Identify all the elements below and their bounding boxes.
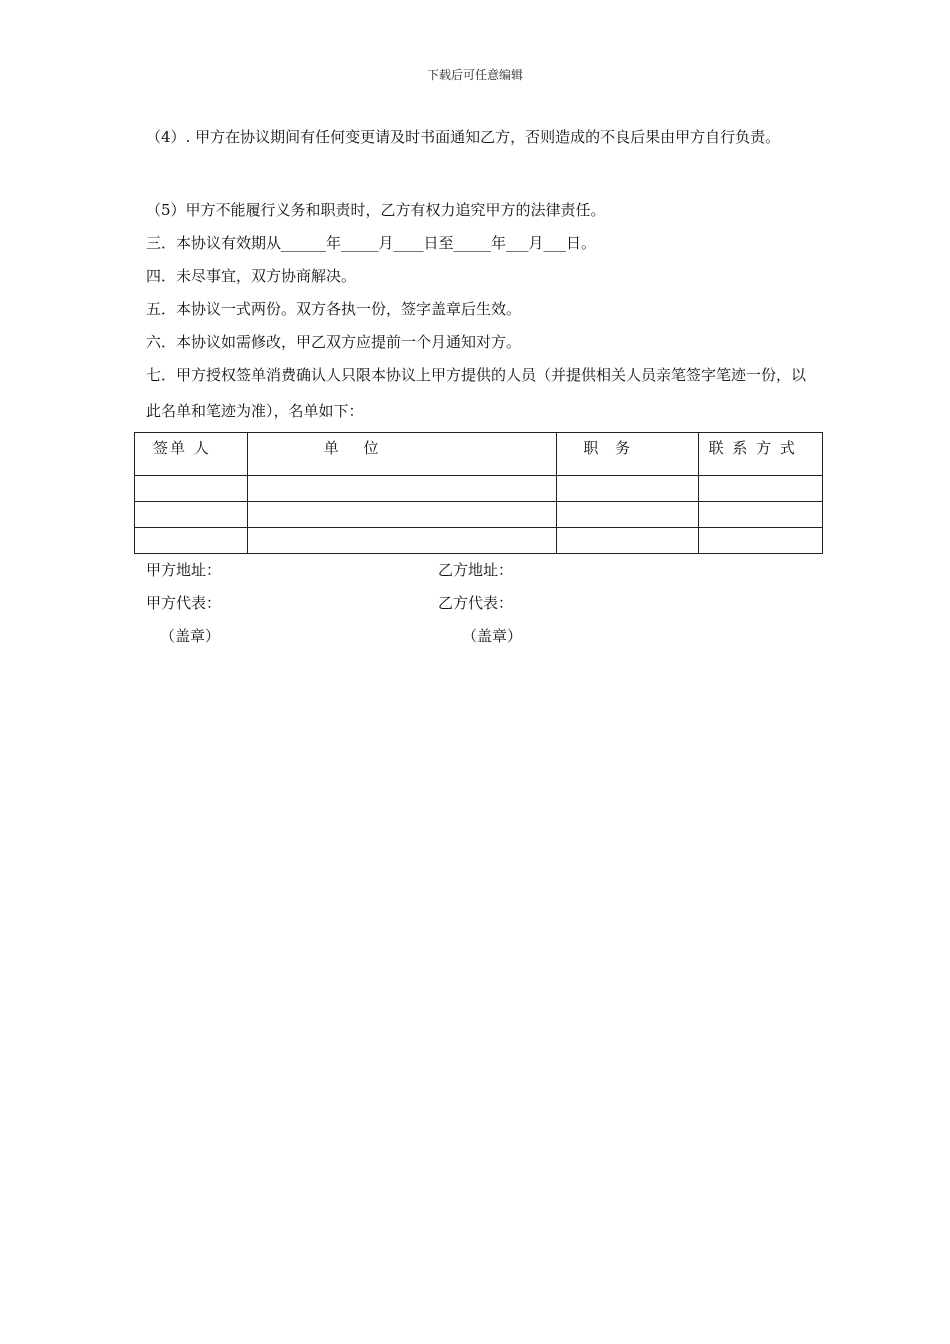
table-cell[interactable] bbox=[135, 528, 248, 554]
party-b-seal-label: （盖章） bbox=[462, 627, 523, 645]
party-a-address-label: 甲方地址： bbox=[146, 561, 222, 579]
section-5: 五．本协议一式两份。双方各执一份，签字盖章后生效。 bbox=[146, 300, 522, 318]
table-cell[interactable] bbox=[135, 476, 248, 502]
table-row bbox=[135, 476, 823, 502]
table-cell[interactable] bbox=[135, 502, 248, 528]
signer-table bbox=[134, 432, 823, 554]
header-position-label: 职 务 bbox=[583, 439, 637, 457]
section-6: 六．本协议如需修改，甲乙双方应提前一个月通知对方。 bbox=[146, 333, 522, 351]
header-contact bbox=[698, 433, 822, 476]
table-cell[interactable] bbox=[557, 476, 698, 502]
section-4: 四．未尽事宜，双方协商解决。 bbox=[146, 267, 357, 285]
header-signer: 签单 人 bbox=[135, 433, 248, 476]
table-cell[interactable] bbox=[557, 528, 698, 554]
header-position bbox=[557, 433, 698, 476]
table-cell[interactable] bbox=[247, 502, 557, 528]
header-unit bbox=[247, 433, 557, 476]
table-row bbox=[135, 502, 823, 528]
table-cell[interactable] bbox=[247, 528, 557, 554]
table-cell[interactable] bbox=[698, 502, 822, 528]
section-3-validity: 三．本协议有效期从______年_____月____日至_____年___月___日。 bbox=[146, 234, 597, 252]
table-cell[interactable] bbox=[698, 476, 822, 502]
party-a-rep-label: 甲方代表： bbox=[146, 594, 222, 612]
header-note: 下载后可任意编辑 bbox=[426, 68, 523, 82]
clause-5: （5）甲方不能履行义务和职责时，乙方有权力追究甲方的法律责任。 bbox=[146, 201, 606, 219]
party-b-rep-label: 乙方代表： bbox=[438, 594, 514, 612]
clause-4: （4）. 甲方在协议期间有任何变更请及时书面通知乙方，否则造成的不良后果由甲方自行负责。 bbox=[146, 128, 781, 146]
table-header-row bbox=[135, 433, 823, 476]
party-b-address-label: 乙方地址： bbox=[438, 561, 514, 579]
section-7: 七．甲方授权签单消费确认人只限本协议上甲方提供的人员（并提供相关人员亲笔签字笔迹一份，以此名单和笔迹为准），名单如下： bbox=[146, 366, 807, 420]
header-unit-label: 单 位 bbox=[323, 439, 389, 457]
table-cell[interactable] bbox=[247, 476, 557, 502]
table-cell[interactable] bbox=[698, 528, 822, 554]
table-cell[interactable] bbox=[557, 502, 698, 528]
table-row bbox=[135, 528, 823, 554]
party-a-seal-label: （盖章） bbox=[160, 627, 221, 645]
header-contact-label: 联 系 方 式 bbox=[708, 439, 797, 457]
